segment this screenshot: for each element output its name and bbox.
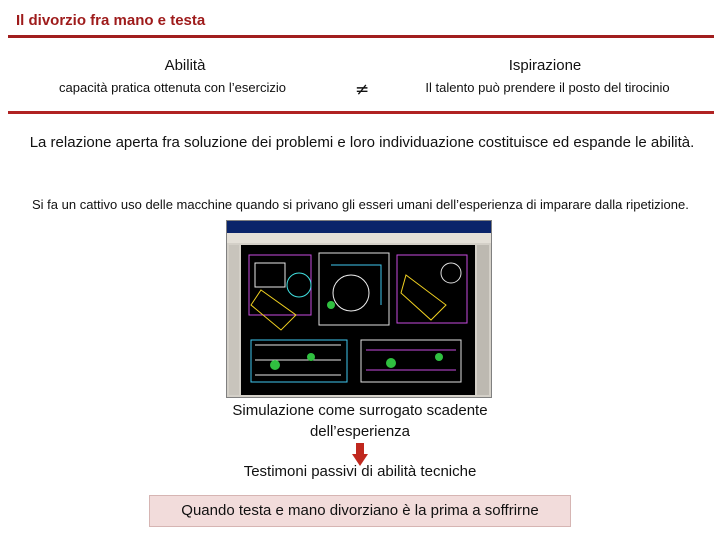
cad-window-titlebar — [227, 221, 491, 233]
abilita-definition: capacità pratica ottenuta con l’esercizio — [59, 80, 286, 95]
title-underline — [8, 35, 714, 38]
cad-menu-bar — [227, 233, 491, 243]
section-divider — [8, 111, 714, 114]
abilita-heading: Abilità — [164, 57, 206, 74]
passive-witnesses-text: Testimoni passivi di abilità tecniche — [243, 463, 477, 480]
main-statement: La relazione aperta fra soluzione dei problemi e loro individuazione costituisce ed espande le abilità. — [29, 134, 695, 151]
conclusion-box: Quando testa e mano divorziano è la prima a soffrirne — [149, 495, 571, 527]
figure-caption: Simulazione come surrogato scadente dell’esperienza — [232, 402, 488, 440]
cad-drawing-canvas — [241, 245, 475, 395]
ispirazione-definition: Il talento può prendere il posto del tirocinio — [425, 80, 670, 95]
cad-software-screenshot — [226, 220, 492, 398]
floor-plan-drawing — [241, 245, 475, 395]
cad-scrollbar — [477, 245, 489, 395]
not-equal-symbol: ≠ — [355, 80, 370, 100]
slide-title: Il divorzio fra mano e testa — [16, 12, 206, 29]
ispirazione-heading: Ispirazione — [508, 57, 582, 74]
machine-misuse-note: Si fa un cattivo uso delle macchine quando si privano gli esseri umani dell’esperienza di imparare dalla ripetizione. — [32, 197, 689, 212]
cad-toolbar — [229, 245, 239, 395]
